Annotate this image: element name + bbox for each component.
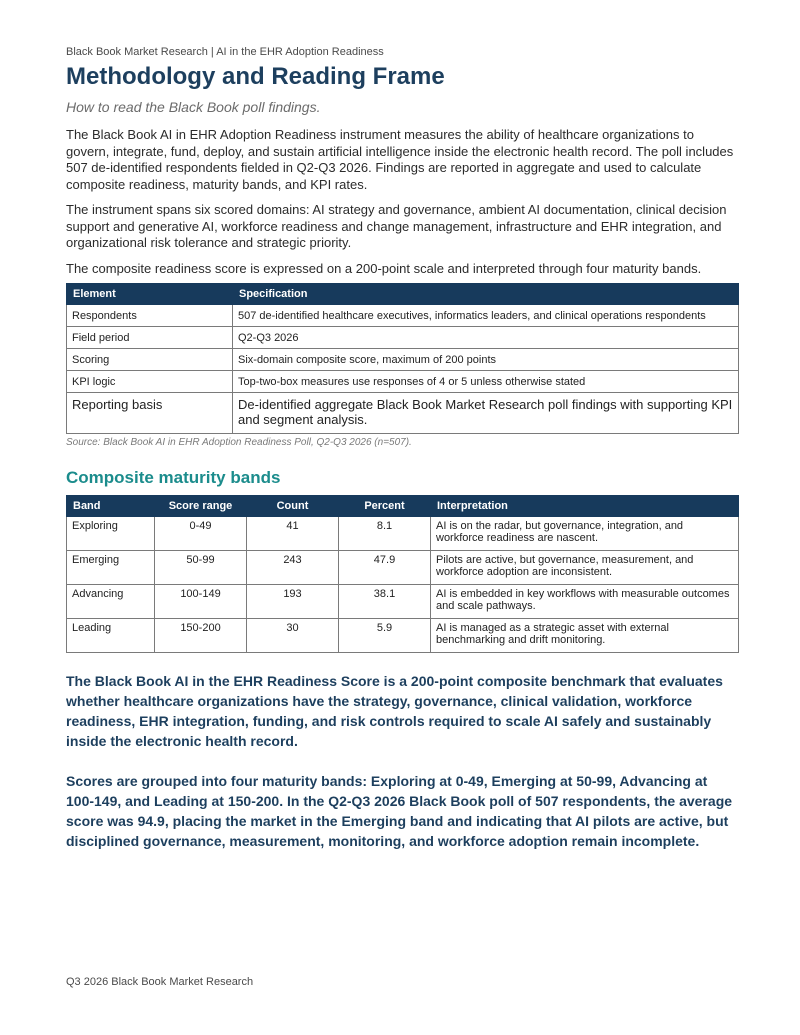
- spec-element-cell: KPI logic: [67, 371, 233, 393]
- score-range-cell: 50-99: [155, 551, 247, 585]
- running-head: Black Book Market Research | AI in the EHR Adoption Readiness: [66, 46, 384, 58]
- interpretation-cell: Pilots are active, but governance, measurement, and workforce adoption are inconsistent.: [431, 551, 739, 585]
- intro-paragraph-3: The composite readiness score is expressed on a 200-point scale and interpreted through four maturity bands.: [66, 260, 702, 276]
- band-name-cell: Advancing: [67, 585, 155, 619]
- specification-table: [66, 283, 739, 434]
- table-row: [67, 585, 739, 619]
- page-content: [66, 46, 739, 851]
- band-name-cell: Leading: [67, 619, 155, 653]
- count-cell: 243: [247, 551, 339, 585]
- table-header-row: [67, 496, 739, 517]
- spec-value-cell: De-identified aggregate Black Book Market Research poll findings with supporting KPI and segment analysis.: [233, 393, 739, 434]
- section-title-maturity-bands: Composite maturity bands: [66, 468, 281, 487]
- table-source-note: Source: Black Book AI in EHR Adoption Readiness Poll, Q2-Q3 2026 (n=507).: [66, 437, 412, 448]
- interpretation-cell: AI is embedded in key workflows with measurable outcomes and scale pathways.: [431, 585, 739, 619]
- count-cell: 193: [247, 585, 339, 619]
- score-range-cell: 100-149: [155, 585, 247, 619]
- count-cell: 30: [247, 619, 339, 653]
- page-footer: Q3 2026 Black Book Market Research: [66, 976, 254, 988]
- percent-cell: 38.1: [339, 585, 431, 619]
- maturity-bands-table: [66, 495, 739, 653]
- spec-value-cell: 507 de-identified healthcare executives, informatics leaders, and clinical operations respondents: [233, 305, 739, 327]
- callout-summary-1: The Black Book AI in the EHR Readiness Score is a 200-point composite benchmark that evaluates whether healthcare organizations have the strategy, governance, clinical validation, workforce readiness, EHR integration, funding, and risk controls required to scale AI safely and sustainably inside the electronic health record.: [66, 673, 723, 749]
- spec-element-cell: Respondents: [67, 305, 233, 327]
- page-subtitle: How to read the Black Book poll findings.: [66, 99, 321, 115]
- interpretation-cell: AI is managed as a strategic asset with external benchmarking and drift monitoring.: [431, 619, 739, 653]
- header-specification: Specification: [233, 284, 739, 305]
- interpretation-cell: AI is on the radar, but governance, integration, and workforce readiness are nascent.: [431, 517, 739, 551]
- count-cell: 41: [247, 517, 339, 551]
- band-name-cell: Emerging: [67, 551, 155, 585]
- header-percent: Percent: [339, 496, 431, 517]
- table-row: [67, 393, 739, 434]
- table-row: [67, 327, 739, 349]
- header-interpretation: Interpretation: [431, 496, 739, 517]
- percent-cell: 8.1: [339, 517, 431, 551]
- table-row: [67, 371, 739, 393]
- band-name-cell: Exploring: [67, 517, 155, 551]
- table-row: [67, 619, 739, 653]
- intro-paragraph-2: The instrument spans six scored domains: AI strategy and governance, ambient AI documentation, clinical decision support and generative AI, workforce readiness and change management, infrastructure and EHR integration, and organizational risk tolerance and strategic priority.: [66, 202, 727, 250]
- spec-value-cell: Top-two-box measures use responses of 4 or 5 unless otherwise stated: [233, 371, 739, 393]
- intro-paragraph-1: The Black Book AI in EHR Adoption Readiness instrument measures the ability of healthcare organizations to govern, integrate, fund, deploy, and sustain artificial intelligence inside the electronic health record. The poll includes 507 de-identified respondents fielded in Q2-Q3 2026. Findings are reported in aggregate and used to calculate composite readiness, maturity bands, and KPI rates.: [66, 127, 734, 192]
- table-row: [67, 517, 739, 551]
- page-title: Methodology and Reading Frame: [66, 63, 445, 90]
- spec-element-cell: Scoring: [67, 349, 233, 371]
- header-band: Band: [67, 496, 155, 517]
- spec-element-cell: Reporting basis: [67, 393, 233, 434]
- percent-cell: 5.9: [339, 619, 431, 653]
- table-row: [67, 551, 739, 585]
- table-header-row: [67, 284, 739, 305]
- callout-summary-2: Scores are grouped into four maturity bands: Exploring at 0-49, Emerging at 50-99, Advancing at 100-149, and Leading at 150-200. In the Q2-Q3 2026 Black Book poll of 507 respondents, the average score was 94.9, placing the market in the Emerging band and indicating that AI pilots are active, but disciplined governance, measurement, monitoring, and workforce adoption remain incomplete.: [66, 773, 733, 849]
- score-range-cell: 150-200: [155, 619, 247, 653]
- spec-value-cell: Six-domain composite score, maximum of 200 points: [233, 349, 739, 371]
- header-count: Count: [247, 496, 339, 517]
- percent-cell: 47.9: [339, 551, 431, 585]
- table-row: [67, 349, 739, 371]
- spec-value-cell: Q2-Q3 2026: [233, 327, 739, 349]
- spec-element-cell: Field period: [67, 327, 233, 349]
- table-row: [67, 305, 739, 327]
- header-element: Element: [67, 284, 233, 305]
- header-score-range: Score range: [155, 496, 247, 517]
- score-range-cell: 0-49: [155, 517, 247, 551]
